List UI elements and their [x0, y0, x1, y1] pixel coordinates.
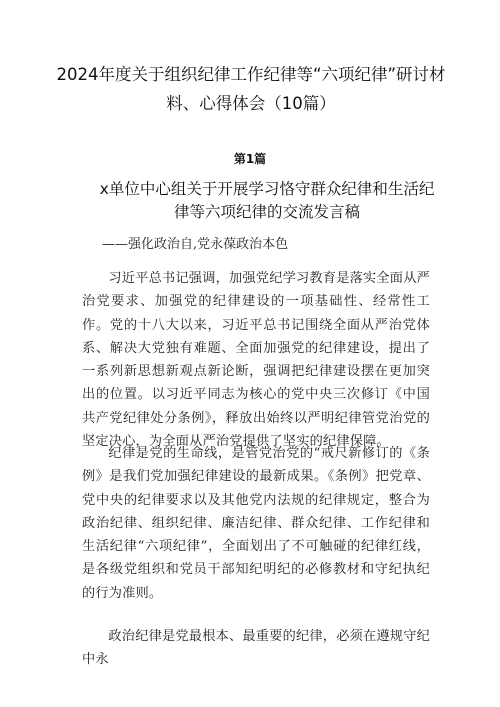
body-paragraph: 习近平总书记强调，加强党纪学习教育是落实全面从严治党要求、加强党的纪律建设的一项基础性、经常性工作。党的十八大以来，习近平总书记围绕全面从严治党体系、解决大党独有难题、全面加强党的纪律建设，提出了一系列新思想新观点新论断，强调把纪律建设摆在更加突出的位置。以习近平同志为核心的党中央三次修订《中国共产党纪律处分条例》，释放出始终以严明纪律管党治党的坚定决心，为全面从严治党提供了坚实的纪律保障。	[82, 271, 430, 450]
document-title: 2024年度关于组织纪律工作纪律等“六项纪律”研讨材料、心得体会（10篇）	[56, 65, 446, 113]
body-paragraph: 政治纪律是党最根本、最重要的纪律，必须在遵规守纪中永	[82, 629, 430, 668]
article-subtitle: ——强化政治自,党永葆政治本色	[102, 237, 289, 252]
body-paragraph: 纪律是党的生命线，是管党治党的“戒尺新修订的《条例》是我们党加强纪律建设的最新成果。《条例》把党章、党中央的纪律要求以及其他党内法规的纪律规定，整合为政治纪律、组织纪律、廉洁纪律、群众纪律、工作纪律和生活纪律“六项纪律”，全面划出了不可触碰的纪律红线，是各级党组织和党员干部知纪明纪的必修教材和守纪执纪的行为准则。	[82, 446, 430, 601]
chapter-label: 第1篇	[233, 152, 267, 166]
article-title: x单位中心组关于开展学习恪守群众纪律和生活纪律等六项纪律的交流发言稿	[99, 180, 435, 221]
